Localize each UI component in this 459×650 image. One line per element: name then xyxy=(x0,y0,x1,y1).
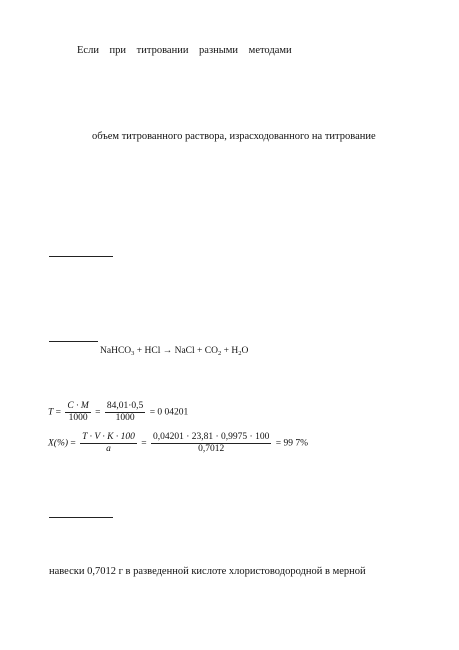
equals-sign: = xyxy=(92,407,103,418)
section-rule-3 xyxy=(49,517,113,518)
product-water xyxy=(231,346,248,356)
fraction-denominator: 1000 xyxy=(115,413,135,423)
fraction-numerator: C · M xyxy=(67,401,89,411)
equation-result: 99 7% xyxy=(283,438,309,449)
reactant-hcl: HCl xyxy=(144,346,161,356)
product-co2 xyxy=(205,346,221,356)
reactant-sodium-bicarbonate xyxy=(100,346,134,356)
plus-sign: + xyxy=(194,346,205,356)
fraction-formula xyxy=(65,401,90,424)
equation-result: 0 04201 xyxy=(157,407,189,418)
fraction-formula xyxy=(80,432,137,455)
equation-lhs: T xyxy=(48,407,54,418)
fraction-values xyxy=(105,401,145,424)
subscript: 2 xyxy=(238,350,242,357)
formula-text: O xyxy=(241,346,249,356)
subscript: 3 xyxy=(131,350,135,357)
fraction-numerator: 0,04201 · 23,81 · 0,9975 · 100 xyxy=(152,432,270,442)
equation-lhs: X(%) xyxy=(48,438,69,449)
section-rule-1 xyxy=(49,256,113,257)
fraction-numerator: T · V · K · 100 xyxy=(82,432,135,442)
text-line-sample-weight: навески 0,7012 г в разведенной кислоте хлористоводородной в мерной xyxy=(49,566,366,577)
percent-content-equation xyxy=(48,432,308,455)
equals-sign: = xyxy=(273,438,284,449)
product-nacl: NaCl xyxy=(174,346,195,356)
equals-sign: = xyxy=(147,407,158,418)
reaction-arrow-icon: → xyxy=(160,346,175,356)
reaction-equation xyxy=(100,346,248,359)
plus-sign: + xyxy=(134,346,145,356)
formula-text: CO xyxy=(204,346,218,356)
titer-equation xyxy=(48,401,188,424)
text-line-titration-methods: Если при титровании разными методами xyxy=(77,45,292,56)
formula-text: H xyxy=(231,346,239,356)
fraction-denominator: 1000 xyxy=(68,413,88,423)
fraction-numerator: 84,01·0,5 xyxy=(106,401,144,411)
fraction-values xyxy=(151,432,271,455)
section-rule-2 xyxy=(49,341,98,342)
fraction-denominator: a xyxy=(106,444,111,454)
formula-text: NaHCO xyxy=(100,346,132,356)
plus-sign: + xyxy=(221,346,232,356)
subscript: 2 xyxy=(217,350,222,357)
equals-sign: = xyxy=(138,438,149,449)
equals-sign: = xyxy=(68,438,79,449)
text-line-titrant-volume: объем титрованного раствора, израсходованного на титрование xyxy=(92,131,376,142)
fraction-denominator: 0,7012 xyxy=(198,444,225,454)
equals-sign: = xyxy=(53,407,64,418)
